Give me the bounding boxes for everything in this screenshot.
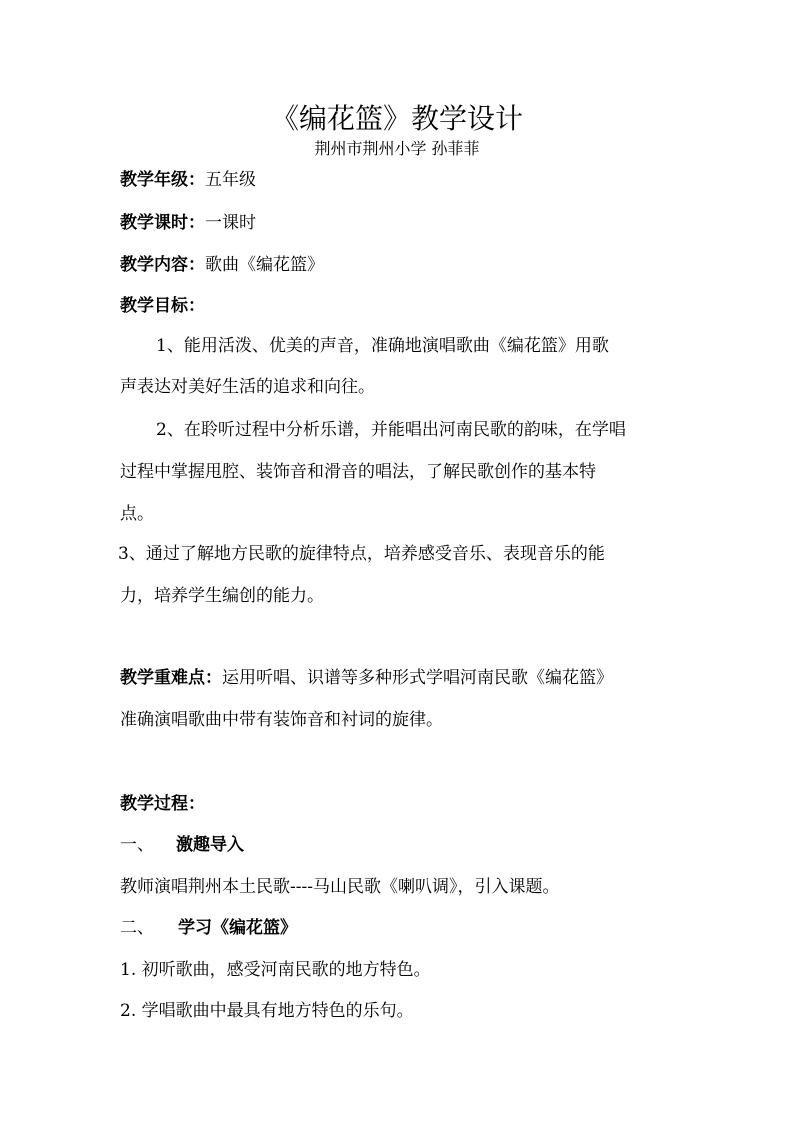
goal-1-line-1: 1、能用活泼、优美的声音，准确地演唱歌曲《编花篮》用歌 — [156, 336, 609, 356]
goal-3-line-2: 力，培养学生编创的能力。 — [120, 586, 324, 606]
section-1-heading — [120, 833, 244, 857]
hours-label: 教学课时： — [120, 213, 205, 233]
section-2-heading — [120, 916, 297, 940]
goal-2-line-2: 过程中掌握甩腔、装饰音和滑音的唱法，了解民歌创作的基本特 — [120, 462, 596, 482]
list-item-2: 2. 学唱歌曲中最具有地方特色的乐句。 — [120, 1001, 414, 1021]
process-heading: 教学过程： — [120, 794, 205, 814]
key-points-label: 教学重难点： — [120, 668, 222, 688]
goals-heading: 教学目标： — [120, 296, 205, 316]
content-label: 教学内容： — [120, 255, 205, 275]
hours-value: 一课时 — [205, 213, 256, 233]
goal-1-line-2: 声表达对美好生活的追求和向往。 — [120, 377, 375, 397]
section-2-title: 学习《编花篮》 — [178, 918, 297, 938]
author-line: 荆州市荆州小学 孙菲菲 — [314, 139, 480, 158]
goal-3-line-1: 3、通过了解地方民歌的旋律特点，培养感受音乐、表现音乐的能 — [118, 544, 605, 564]
goal-2-line-3: 点。 — [120, 504, 154, 524]
key-points-text: 运用听唱、识谱等多种形式学唱河南民歌《编花篮》 — [222, 668, 613, 688]
grade-label: 教学年级： — [120, 170, 205, 190]
goal-2-line-1: 2、在聆听过程中分析乐谱，并能唱出河南民歌的韵味，在学唱 — [156, 420, 626, 440]
section-1-title: 激趣导入 — [176, 835, 244, 855]
content-value: 歌曲《编花篮》 — [205, 255, 324, 275]
section-2-number: 二、 — [120, 918, 154, 938]
key-points-line-1 — [120, 666, 613, 690]
hours-line — [120, 211, 256, 235]
list-item-1: 1. 初听歌曲，感受河南民歌的地方特色。 — [120, 960, 431, 980]
document-title: 《编花篮》教学设计 — [270, 102, 523, 135]
grade-line — [120, 168, 256, 192]
content-line — [120, 253, 324, 277]
section-1-text: 教师演唱荆州本土民歌----马山民歌《喇叭调》，引入课题。 — [120, 877, 560, 897]
section-1-number: 一、 — [120, 835, 154, 855]
key-points-line-2: 准确演唱歌曲中带有装饰音和衬词的旋律。 — [120, 710, 443, 730]
grade-value: 五年级 — [205, 170, 256, 190]
